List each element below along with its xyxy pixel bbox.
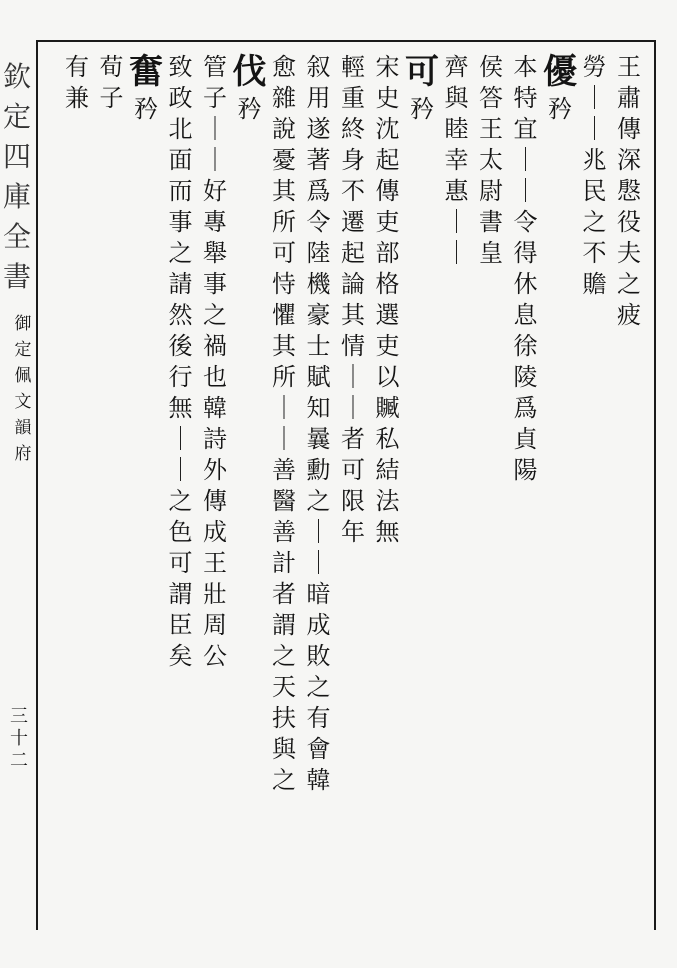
text-char: 扶 — [272, 704, 296, 732]
text-char: 色 — [168, 518, 193, 546]
text-char: 韓 — [306, 766, 331, 794]
text-char: 所 — [272, 208, 296, 236]
text-char: 與 — [272, 735, 296, 763]
text-char: 者 — [341, 425, 365, 453]
text-char: 其 — [341, 301, 365, 329]
text-char: 也 — [203, 363, 227, 391]
text-char: ｜ — [306, 518, 331, 546]
text-char: 韓 — [203, 394, 227, 422]
text-char: 選 — [375, 301, 400, 329]
text-char: 爲 — [306, 177, 331, 205]
text-char: 部 — [375, 239, 400, 267]
text-char: 懼 — [272, 301, 296, 329]
text-char: 敗 — [306, 642, 331, 670]
text-char: 徐 — [513, 332, 538, 360]
text-char: 其 — [272, 332, 296, 360]
text-char: 致 — [168, 53, 193, 81]
text-char: 書 — [479, 208, 503, 236]
text-char: 矜 — [548, 95, 572, 123]
text-char: 之 — [203, 301, 227, 329]
text-char: 役 — [617, 208, 641, 236]
margin-char: 韻 — [14, 418, 32, 438]
text-char: 史 — [375, 84, 400, 112]
text-char: 舉 — [203, 239, 227, 267]
text-char: 荀 — [99, 53, 124, 81]
text-char: 深 — [617, 146, 641, 174]
text-char: 勞 — [582, 53, 607, 81]
margin-char: 府 — [14, 444, 32, 464]
margin-char: 文 — [14, 392, 32, 412]
text-char: 之 — [306, 673, 331, 701]
text-char: ｜ — [444, 208, 469, 236]
text-char: 事 — [203, 270, 227, 298]
text-char: 政 — [168, 84, 193, 112]
text-char: 者 — [272, 580, 296, 608]
text-char: 知 — [306, 394, 331, 422]
text-char: 侯 — [479, 53, 503, 81]
text-char: 謂 — [272, 611, 296, 639]
margin-char: 庫 — [2, 180, 31, 213]
text-char: 貞 — [513, 425, 538, 453]
text-char: 事 — [168, 208, 193, 236]
text-char: 身 — [341, 146, 365, 174]
text-char: 陵 — [513, 363, 538, 391]
text-char: 不 — [582, 239, 607, 267]
text-char: 起 — [375, 146, 400, 174]
text-char: 幸 — [444, 146, 469, 174]
text-char: 而 — [168, 177, 193, 205]
text-char: 有 — [306, 704, 331, 732]
text-char: 可 — [168, 549, 193, 577]
text-char: 成 — [306, 611, 331, 639]
text-char: 之 — [168, 239, 193, 267]
text-char: 吏 — [375, 208, 400, 236]
text-char: 法 — [375, 487, 400, 515]
text-char: 著 — [306, 146, 331, 174]
text-char: 天 — [272, 673, 296, 701]
text-char: 醫 — [272, 487, 296, 515]
text-char: 管 — [203, 53, 227, 81]
text-char: ｜ — [341, 394, 365, 422]
text-char: 公 — [203, 642, 227, 670]
text-char: ｜ — [306, 549, 331, 577]
text-char: 計 — [272, 549, 296, 577]
frame-top-rule — [36, 40, 656, 42]
text-char: 格 — [375, 270, 400, 298]
text-char: 年 — [341, 518, 365, 546]
text-char: 吏 — [375, 332, 400, 360]
text-char: 慇 — [617, 177, 641, 205]
text-char: 機 — [306, 270, 331, 298]
text-char: 與 — [444, 84, 469, 112]
text-char: 說 — [272, 115, 296, 143]
text-char: 專 — [203, 208, 227, 236]
text-char: 之 — [582, 208, 607, 236]
text-char: ｜ — [203, 146, 227, 174]
text-char: 賦 — [306, 363, 331, 391]
text-char: 子 — [99, 84, 124, 112]
text-char: 限 — [341, 487, 365, 515]
text-char: 惠 — [444, 177, 469, 205]
text-char: 請 — [168, 270, 193, 298]
text-char: 終 — [341, 115, 365, 143]
text-char: 以 — [375, 363, 400, 391]
text-char: 沈 — [375, 115, 400, 143]
text-char: 重 — [341, 84, 365, 112]
text-char: ｜ — [341, 363, 365, 391]
text-char: 夫 — [617, 239, 641, 267]
text-char: 可 — [341, 456, 365, 484]
text-char: 暗 — [306, 580, 331, 608]
headword-char: 奮 — [129, 52, 163, 92]
margin-char: 四 — [2, 140, 31, 173]
text-char: 臣 — [168, 611, 193, 639]
text-char: 無 — [375, 518, 400, 546]
text-char: 面 — [168, 146, 193, 174]
text-char: ｜ — [444, 239, 469, 267]
text-char: 輕 — [341, 53, 365, 81]
text-char: ｜ — [513, 177, 538, 205]
text-char: 宋 — [375, 53, 400, 81]
text-char: 傳 — [375, 177, 400, 205]
margin-char: 佩 — [14, 366, 32, 386]
text-char: 休 — [513, 270, 538, 298]
text-char: 壯 — [203, 580, 227, 608]
text-char: 太 — [479, 146, 503, 174]
text-char: ｜ — [582, 115, 607, 143]
text-char: 勳 — [306, 456, 331, 484]
text-char: 謂 — [168, 580, 193, 608]
text-char: 王 — [617, 53, 641, 81]
margin-char: 定 — [2, 100, 31, 133]
text-char: 豪 — [306, 301, 331, 329]
headword-char: 可 — [405, 52, 439, 92]
text-char: 兼 — [65, 84, 89, 112]
text-char: ｜ — [203, 115, 227, 143]
text-char: 後 — [168, 332, 193, 360]
text-char: 陸 — [306, 239, 331, 267]
text-char: 成 — [203, 518, 227, 546]
text-char: 詩 — [203, 425, 227, 453]
text-char: 會 — [306, 735, 331, 763]
text-char: ｜ — [168, 425, 193, 453]
text-char: 士 — [306, 332, 331, 360]
text-char: 善 — [272, 518, 296, 546]
text-char: ｜ — [513, 146, 538, 174]
text-char: 宜 — [513, 115, 538, 143]
text-char: 起 — [341, 239, 365, 267]
text-char: ｜ — [272, 394, 296, 422]
margin-char: 御 — [14, 314, 32, 334]
text-char: 矜 — [237, 95, 262, 123]
text-char: 之 — [617, 270, 641, 298]
text-char: 論 — [341, 270, 365, 298]
text-char: 周 — [203, 611, 227, 639]
text-char: 禍 — [203, 332, 227, 360]
text-char: 傳 — [617, 115, 641, 143]
text-char: 遷 — [341, 208, 365, 236]
text-char: 愈 — [272, 53, 296, 81]
text-char: 所 — [272, 363, 296, 391]
text-char: 特 — [513, 84, 538, 112]
margin-char: 欽 — [2, 60, 31, 93]
text-char: 之 — [306, 487, 331, 515]
text-char: 睦 — [444, 115, 469, 143]
text-char: 民 — [582, 177, 607, 205]
text-char: 有 — [65, 53, 89, 81]
text-char: 北 — [168, 115, 193, 143]
text-char: 令 — [306, 208, 331, 236]
text-char: 無 — [168, 394, 193, 422]
frame-right-rule — [654, 40, 656, 930]
headword-char: 優 — [543, 52, 577, 92]
text-char: 私 — [375, 425, 400, 453]
text-char: 令 — [513, 208, 538, 236]
margin-char: 書 — [2, 260, 31, 293]
text-char: 息 — [513, 301, 538, 329]
text-char: 疲 — [617, 301, 641, 329]
page-number: 三十二 — [10, 706, 28, 771]
text-char: 之 — [272, 642, 296, 670]
margin-char: 定 — [14, 340, 32, 360]
text-char: 陽 — [513, 456, 538, 484]
margin-char: 全 — [2, 220, 31, 253]
text-char: 憂 — [272, 146, 296, 174]
text-char: 齊 — [444, 53, 469, 81]
text-char: 兆 — [582, 146, 607, 174]
text-char: ｜ — [582, 84, 607, 112]
text-char: 可 — [272, 239, 296, 267]
text-char: 子 — [203, 84, 227, 112]
text-char: 之 — [168, 487, 193, 515]
text-char: 答 — [479, 84, 503, 112]
text-char: 矜 — [410, 95, 434, 123]
text-char: 然 — [168, 301, 193, 329]
text-char: 爲 — [513, 394, 538, 422]
text-char: 善 — [272, 456, 296, 484]
text-char: 遂 — [306, 115, 331, 143]
text-char: 傳 — [203, 487, 227, 515]
margin-book-title — [8, 312, 38, 512]
text-char: 王 — [203, 549, 227, 577]
text-char: 矣 — [168, 642, 193, 670]
text-char: 之 — [272, 766, 296, 794]
text-char: 肅 — [617, 84, 641, 112]
text-char: ｜ — [272, 425, 296, 453]
text-char: 恃 — [272, 270, 296, 298]
text-char: 贍 — [582, 270, 607, 298]
text-char: 曩 — [306, 425, 331, 453]
text-char: 本 — [513, 53, 538, 81]
text-char: 贓 — [375, 394, 400, 422]
text-char: 矜 — [134, 95, 158, 123]
text-char: 外 — [203, 456, 227, 484]
text-char: 情 — [341, 332, 365, 360]
text-char: 其 — [272, 177, 296, 205]
text-char: 用 — [306, 84, 331, 112]
text-char: 叙 — [306, 53, 331, 81]
headword-char: 伐 — [232, 52, 267, 92]
text-char: 得 — [513, 239, 538, 267]
text-char: 雜 — [272, 84, 296, 112]
text-char: 行 — [168, 363, 193, 391]
text-char: 王 — [479, 115, 503, 143]
text-char: 皇 — [479, 239, 503, 267]
text-char: 結 — [375, 456, 400, 484]
text-char: ｜ — [168, 456, 193, 484]
text-char: 尉 — [479, 177, 503, 205]
text-char: 好 — [203, 177, 227, 205]
text-char: 不 — [341, 177, 365, 205]
